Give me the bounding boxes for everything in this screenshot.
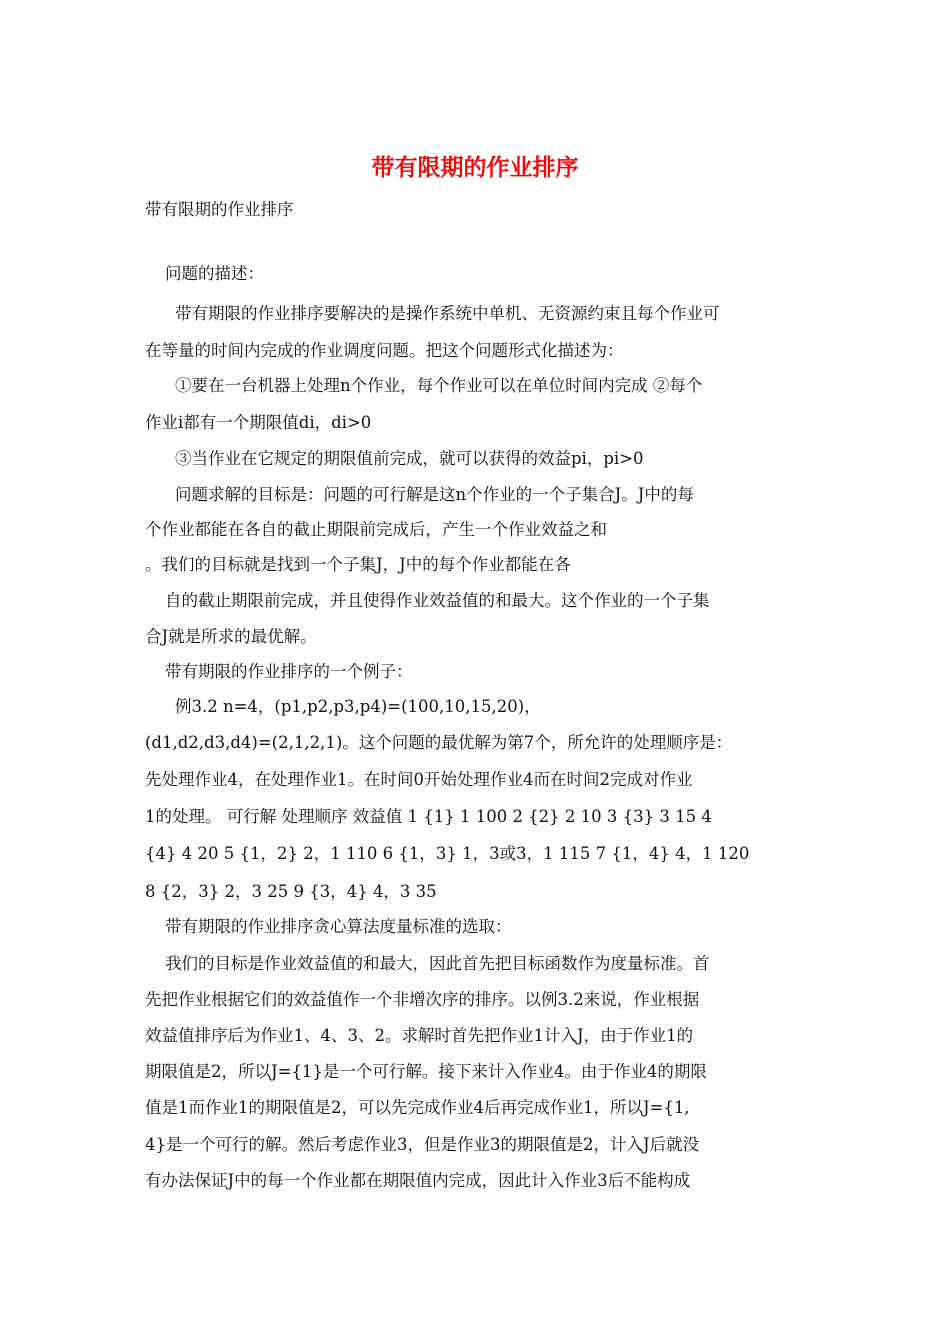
text-line: 个作业都能在各自的截止期限前完成后，产生一个作业效益之和 xyxy=(145,520,607,539)
text-line: 效益值排序后为作业1、4、3、2。求解时首先把作业1计入J，由于作业1的 xyxy=(145,1026,694,1045)
text-line: 。我们的目标就是找到一个子集J，J中的每个作业都能在各 xyxy=(145,555,571,574)
text-line: 8 {2，3} 2，3 25 9 {3，4} 4，3 35 xyxy=(145,882,437,901)
text-line: 问题的描述： xyxy=(165,264,264,283)
text-line: 期限值是2，所以J={1}是一个可行解。接下来计入作业4。由于作业4的期限 xyxy=(145,1062,707,1081)
document-title: 带有限期的作业排序 xyxy=(371,155,579,181)
text-line: 带有期限的作业排序的一个例子： xyxy=(165,662,413,681)
text-line: 合J就是所求的最优解。 xyxy=(145,627,317,646)
text-line: 问题求解的目标是：问题的可行解是这n个作业的一个子集合J。J中的每 xyxy=(175,485,694,504)
text-line: 自的截止期限前完成，并且使得作业效益值的和最大。这个作业的一个子集 xyxy=(165,591,710,610)
text-line: 作业i都有一个期限值di，di>0 xyxy=(145,413,372,432)
text-line: 我们的目标是作业效益值的和最大，因此首先把目标函数作为度量标准。首 xyxy=(165,954,710,973)
text-line: {4} 4 20 5 {1，2} 2，1 110 6 {1，3} 1，3或3，1 115 7 {1，4} 4，1 120 xyxy=(145,844,750,863)
text-line: 先把作业根据它们的效益值作一个非增次序的排序。以例3.2来说，作业根据 xyxy=(145,990,700,1009)
text-line: 带有期限的作业排序贪心算法度量标准的选取： xyxy=(165,917,512,936)
text-line: 有办法保证J中的每一个作业都在期限值内完成，因此计入作业3后不能构成 xyxy=(145,1171,691,1190)
subtitle-line: 带有限期的作业排序 xyxy=(145,200,294,219)
text-line: 值是1而作业1的期限值是2，可以先完成作业4后再完成作业1，所以J={1, xyxy=(145,1098,690,1117)
text-line: 在等量的时间内完成的作业调度问题。把这个问题形式化描述为： xyxy=(145,341,624,360)
text-line: ③当作业在它规定的期限值前完成，就可以获得的效益pi，pi>0 xyxy=(175,449,644,468)
text-line: 先处理作业4，在处理作业1。在时间0开始处理作业4而在时间2完成对作业 xyxy=(145,770,693,789)
text-line: (d1,d2,d3,d4)=(2,1,2,1)。这个问题的最优解为第7个，所允许的处理顺序是： xyxy=(145,733,733,752)
text-line: 例3.2 n=4，(p1,p2,p3,p4)=(100,10,15,20)， xyxy=(175,697,541,716)
text-line: 1的处理。 可行解 处理顺序 效益值 1 {1} 1 100 2 {2} 2 10 3 {3} 3 15 4 xyxy=(145,807,712,826)
text-line: 4}是一个可行的解。然后考虑作业3，但是作业3的期限值是2，计入J后就没 xyxy=(145,1135,700,1154)
text-line: ①要在一台机器上处理n个作业，每个作业可以在单位时间内完成 ②每个 xyxy=(175,376,703,395)
text-line: 带有期限的作业排序要解决的是操作系统中单机、无资源约束且每个作业可 xyxy=(175,304,720,323)
